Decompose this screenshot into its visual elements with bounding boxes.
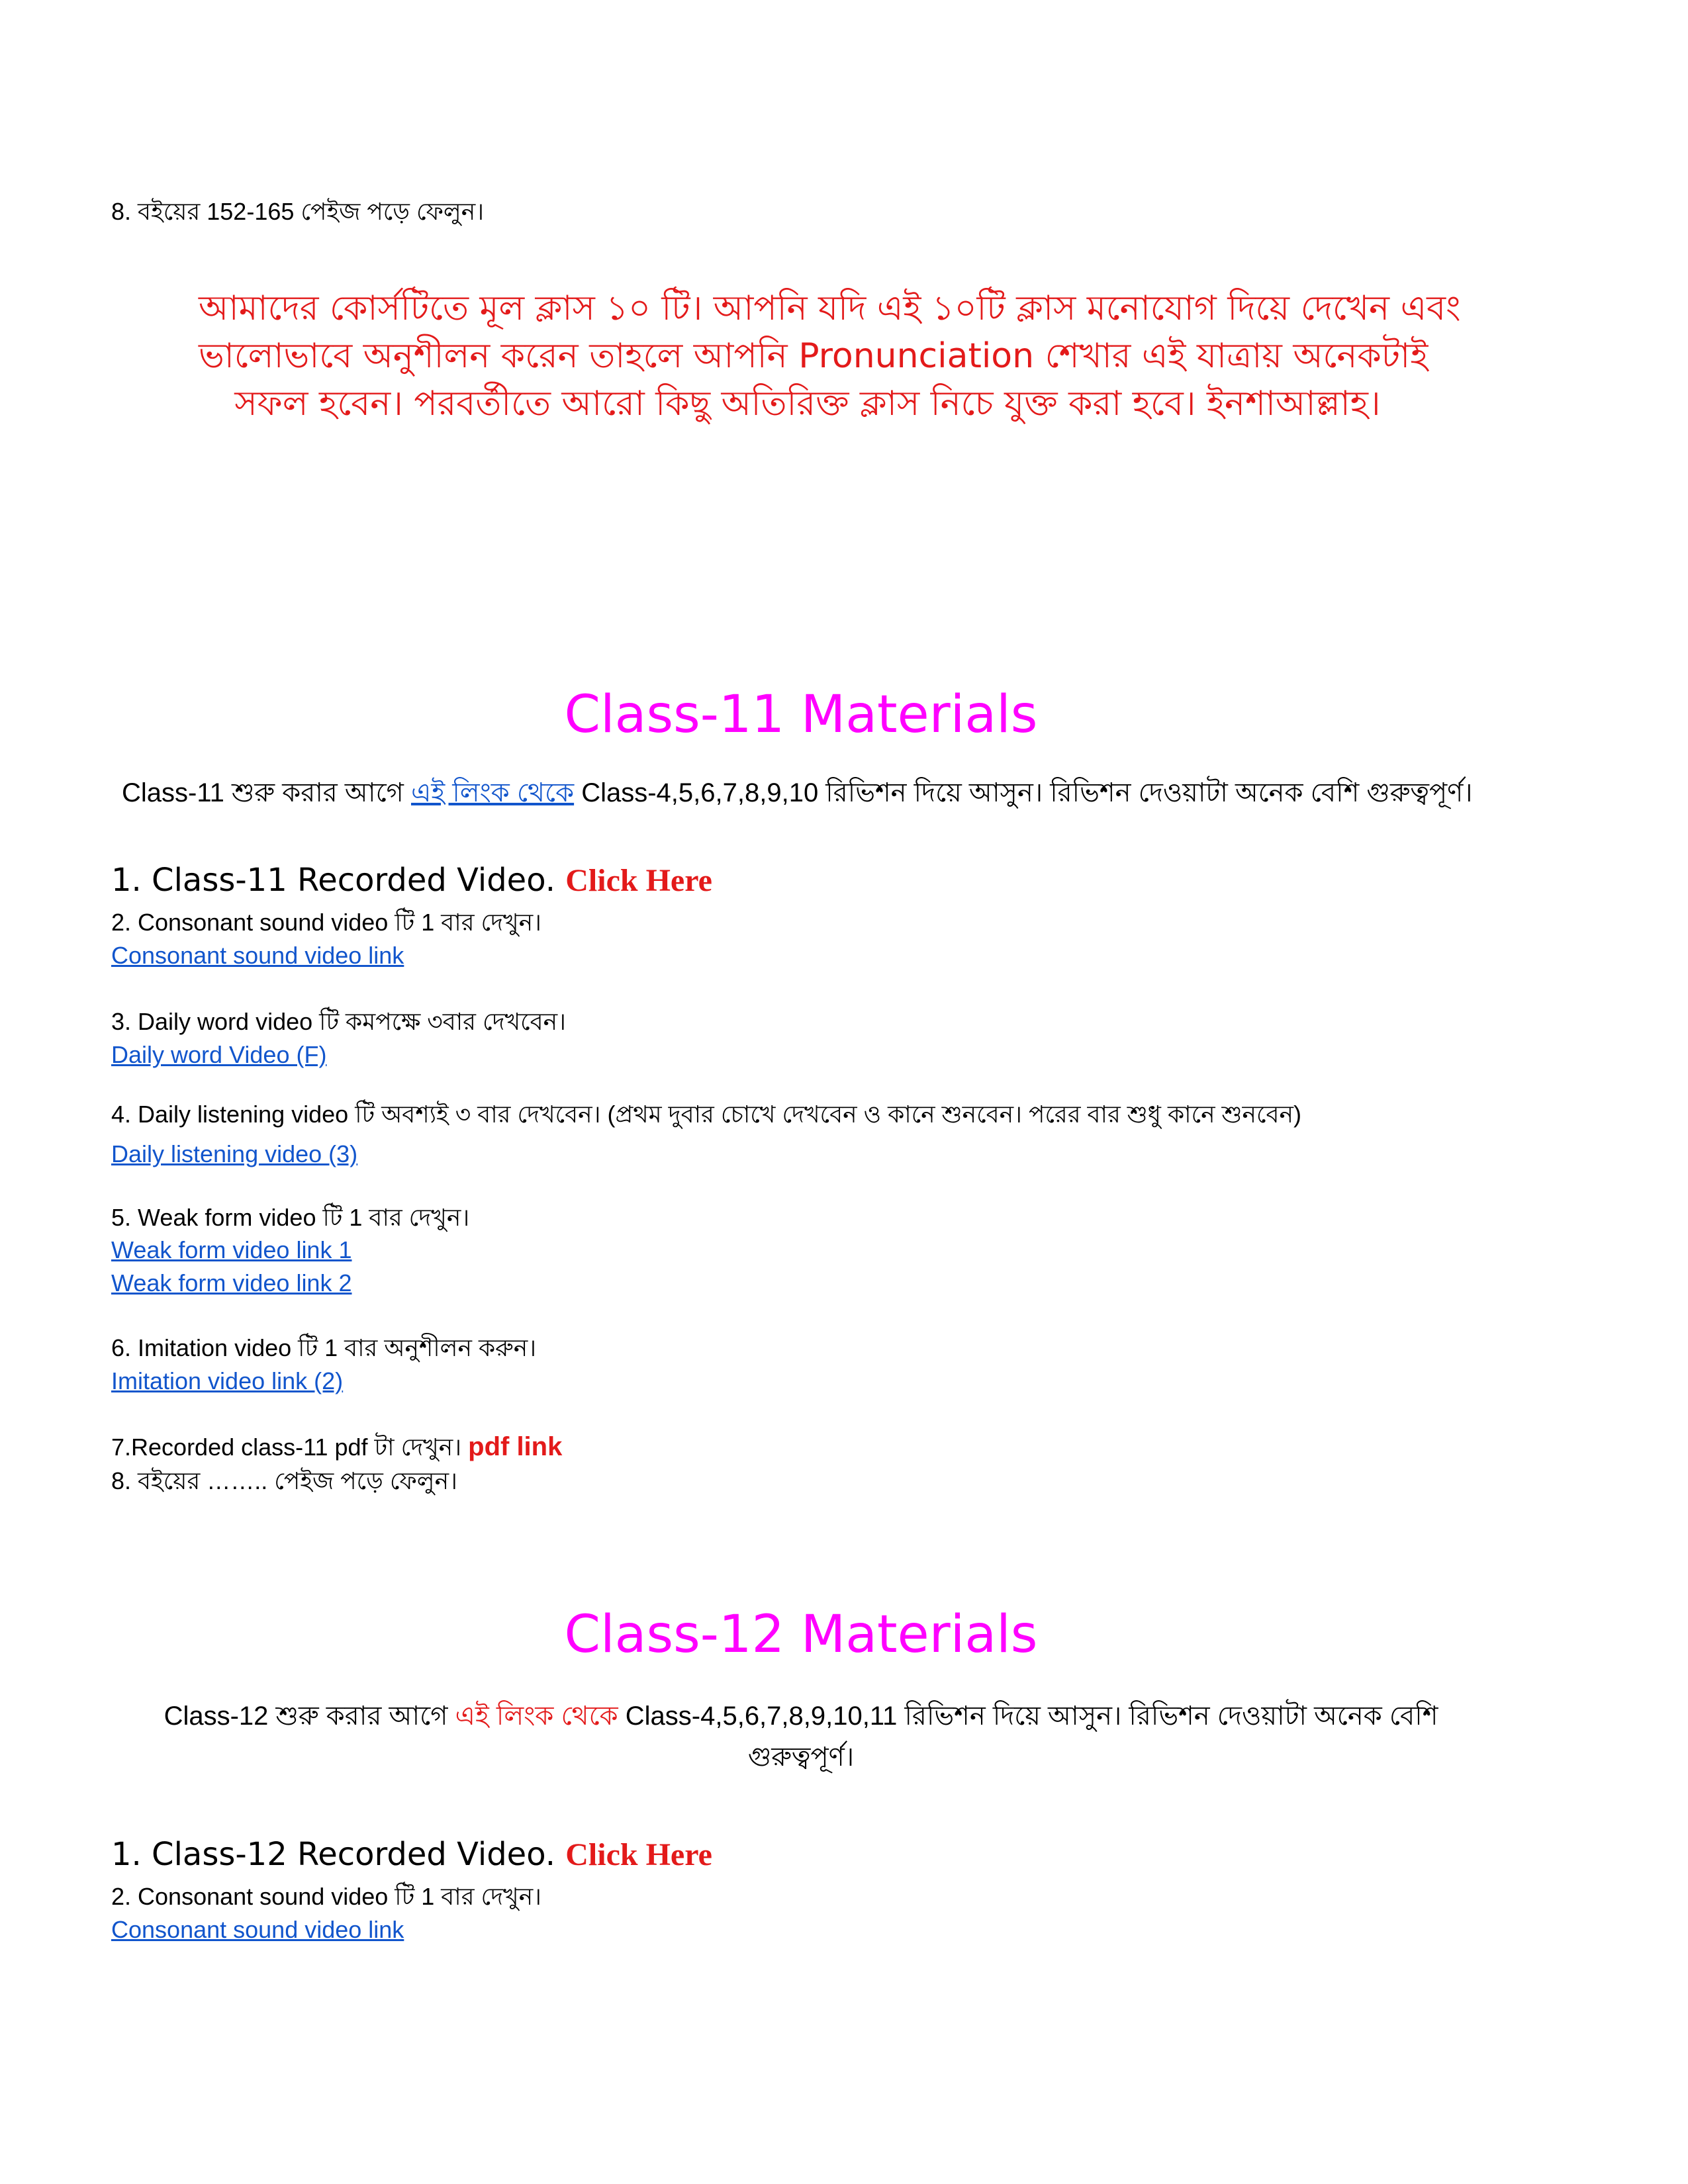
class-11-imitation-link[interactable]: Imitation video link (2)	[111, 1367, 344, 1394]
notice-line-2: ভালোভাবে অনুশীলন করেন তাহলে আপনি Pronunciation শেখার এই যাত্রায় অনেকটাই	[199, 336, 1429, 376]
class-11-recorded-row	[111, 859, 712, 902]
top-reading-item: 8. বইয়ের 152-165 পেইজ পড়ে ফেলুন।	[111, 198, 485, 225]
class-11-item-3: 3. Daily word video টি কমপক্ষে ৩বার দেখবেন।	[111, 1008, 567, 1035]
class-11-item-8: 8. বইয়ের …….. পেইজ পড়ে ফেলুন।	[111, 1467, 457, 1494]
class-11-item-4: 4. Daily listening video টি অবশ্যই ৩ বার দেখবেন। (প্রথম দুবার চোখে দেখবেন ও কানে শুনবেন। পরের বার শুধু কানে শুনবেন)	[111, 1101, 1302, 1128]
class-11-weak-form-link-2[interactable]: Weak form video link 2	[111, 1269, 352, 1297]
class-11-weak-form-link-1[interactable]: Weak form video link 1	[111, 1236, 352, 1263]
class-11-intro	[122, 772, 1473, 813]
class-12-heading: Class-12 Materials	[564, 1605, 1038, 1664]
class-11-daily-word-link[interactable]: Daily word Video (F)	[111, 1041, 327, 1068]
class-12-item-2: 2. Consonant sound video টি 1 বার দেখুন।	[111, 1883, 542, 1910]
class-11-consonant-sound-link[interactable]: Consonant sound video link	[111, 942, 404, 969]
class-11-item-7	[111, 1431, 562, 1463]
class-11-heading: Class-11 Materials	[564, 685, 1038, 745]
class-11-pdf-link[interactable]: pdf link	[468, 1432, 563, 1461]
class-12-click-here-link[interactable]: Click Here	[565, 1837, 712, 1872]
class-11-revision-link[interactable]: এই লিংক থেকে	[410, 778, 575, 807]
notice-line-3: সফল হবেন। পরবর্তীতে আরো কিছু অতিরিক্ত ক্লাস নিচে যুক্ত করা হবে। ইনশাআল্লাহ।	[234, 384, 1381, 424]
class-12-consonant-sound-link[interactable]: Consonant sound video link	[111, 1916, 404, 1943]
class-12-intro	[119, 1696, 1483, 1778]
class-12-recorded-label: 1. Class-12 Recorded Video.	[111, 1836, 566, 1873]
class-11-intro-text-before: Class-11 শুরু করার আগে	[122, 778, 411, 807]
notice-line-1: আমাদের কোর্সটিতে মূল ক্লাস ১০ টি। আপনি যদি এই ১০টি ক্লাস মনোযোগ দিয়ে দেখেন এবং	[199, 289, 1461, 328]
class-11-item-5: 5. Weak form video টি 1 বার দেখুন।	[111, 1204, 470, 1231]
class-12-intro-text-after: Class-4,5,6,7,8,9,10,11 রিভিশন দিয়ে আসুন। রিভিশন দেওয়াটা অনেক বেশি গুরুত্বপূর্ণ।	[618, 1702, 1438, 1772]
class-11-recorded-label: 1. Class-11 Recorded Video.	[111, 862, 566, 899]
class-12-revision-link[interactable]: এই লিংক থেকে	[455, 1702, 618, 1731]
class-11-item-6: 6. Imitation video টি 1 বার অনুশীলন করুন।	[111, 1334, 537, 1361]
class-11-item-7-text: 7.Recorded class-11 pdf টা দেখুন।	[111, 1433, 469, 1461]
class-12-recorded-row	[111, 1833, 712, 1876]
class-11-intro-text-after: Class-4,5,6,7,8,9,10 রিভিশন দিয়ে আসুন। রিভিশন দেওয়াটা অনেক বেশি গুরুত্বপূর্ণ।	[574, 778, 1473, 807]
class-11-item-2: 2. Consonant sound video টি 1 বার দেখুন।	[111, 909, 542, 936]
class-11-click-here-link[interactable]: Click Here	[565, 863, 712, 898]
class-12-intro-text-before: Class-12 শুরু করার আগে	[164, 1702, 455, 1731]
course-notice	[199, 285, 1461, 428]
class-11-daily-listening-link[interactable]: Daily listening video (3)	[111, 1140, 358, 1167]
